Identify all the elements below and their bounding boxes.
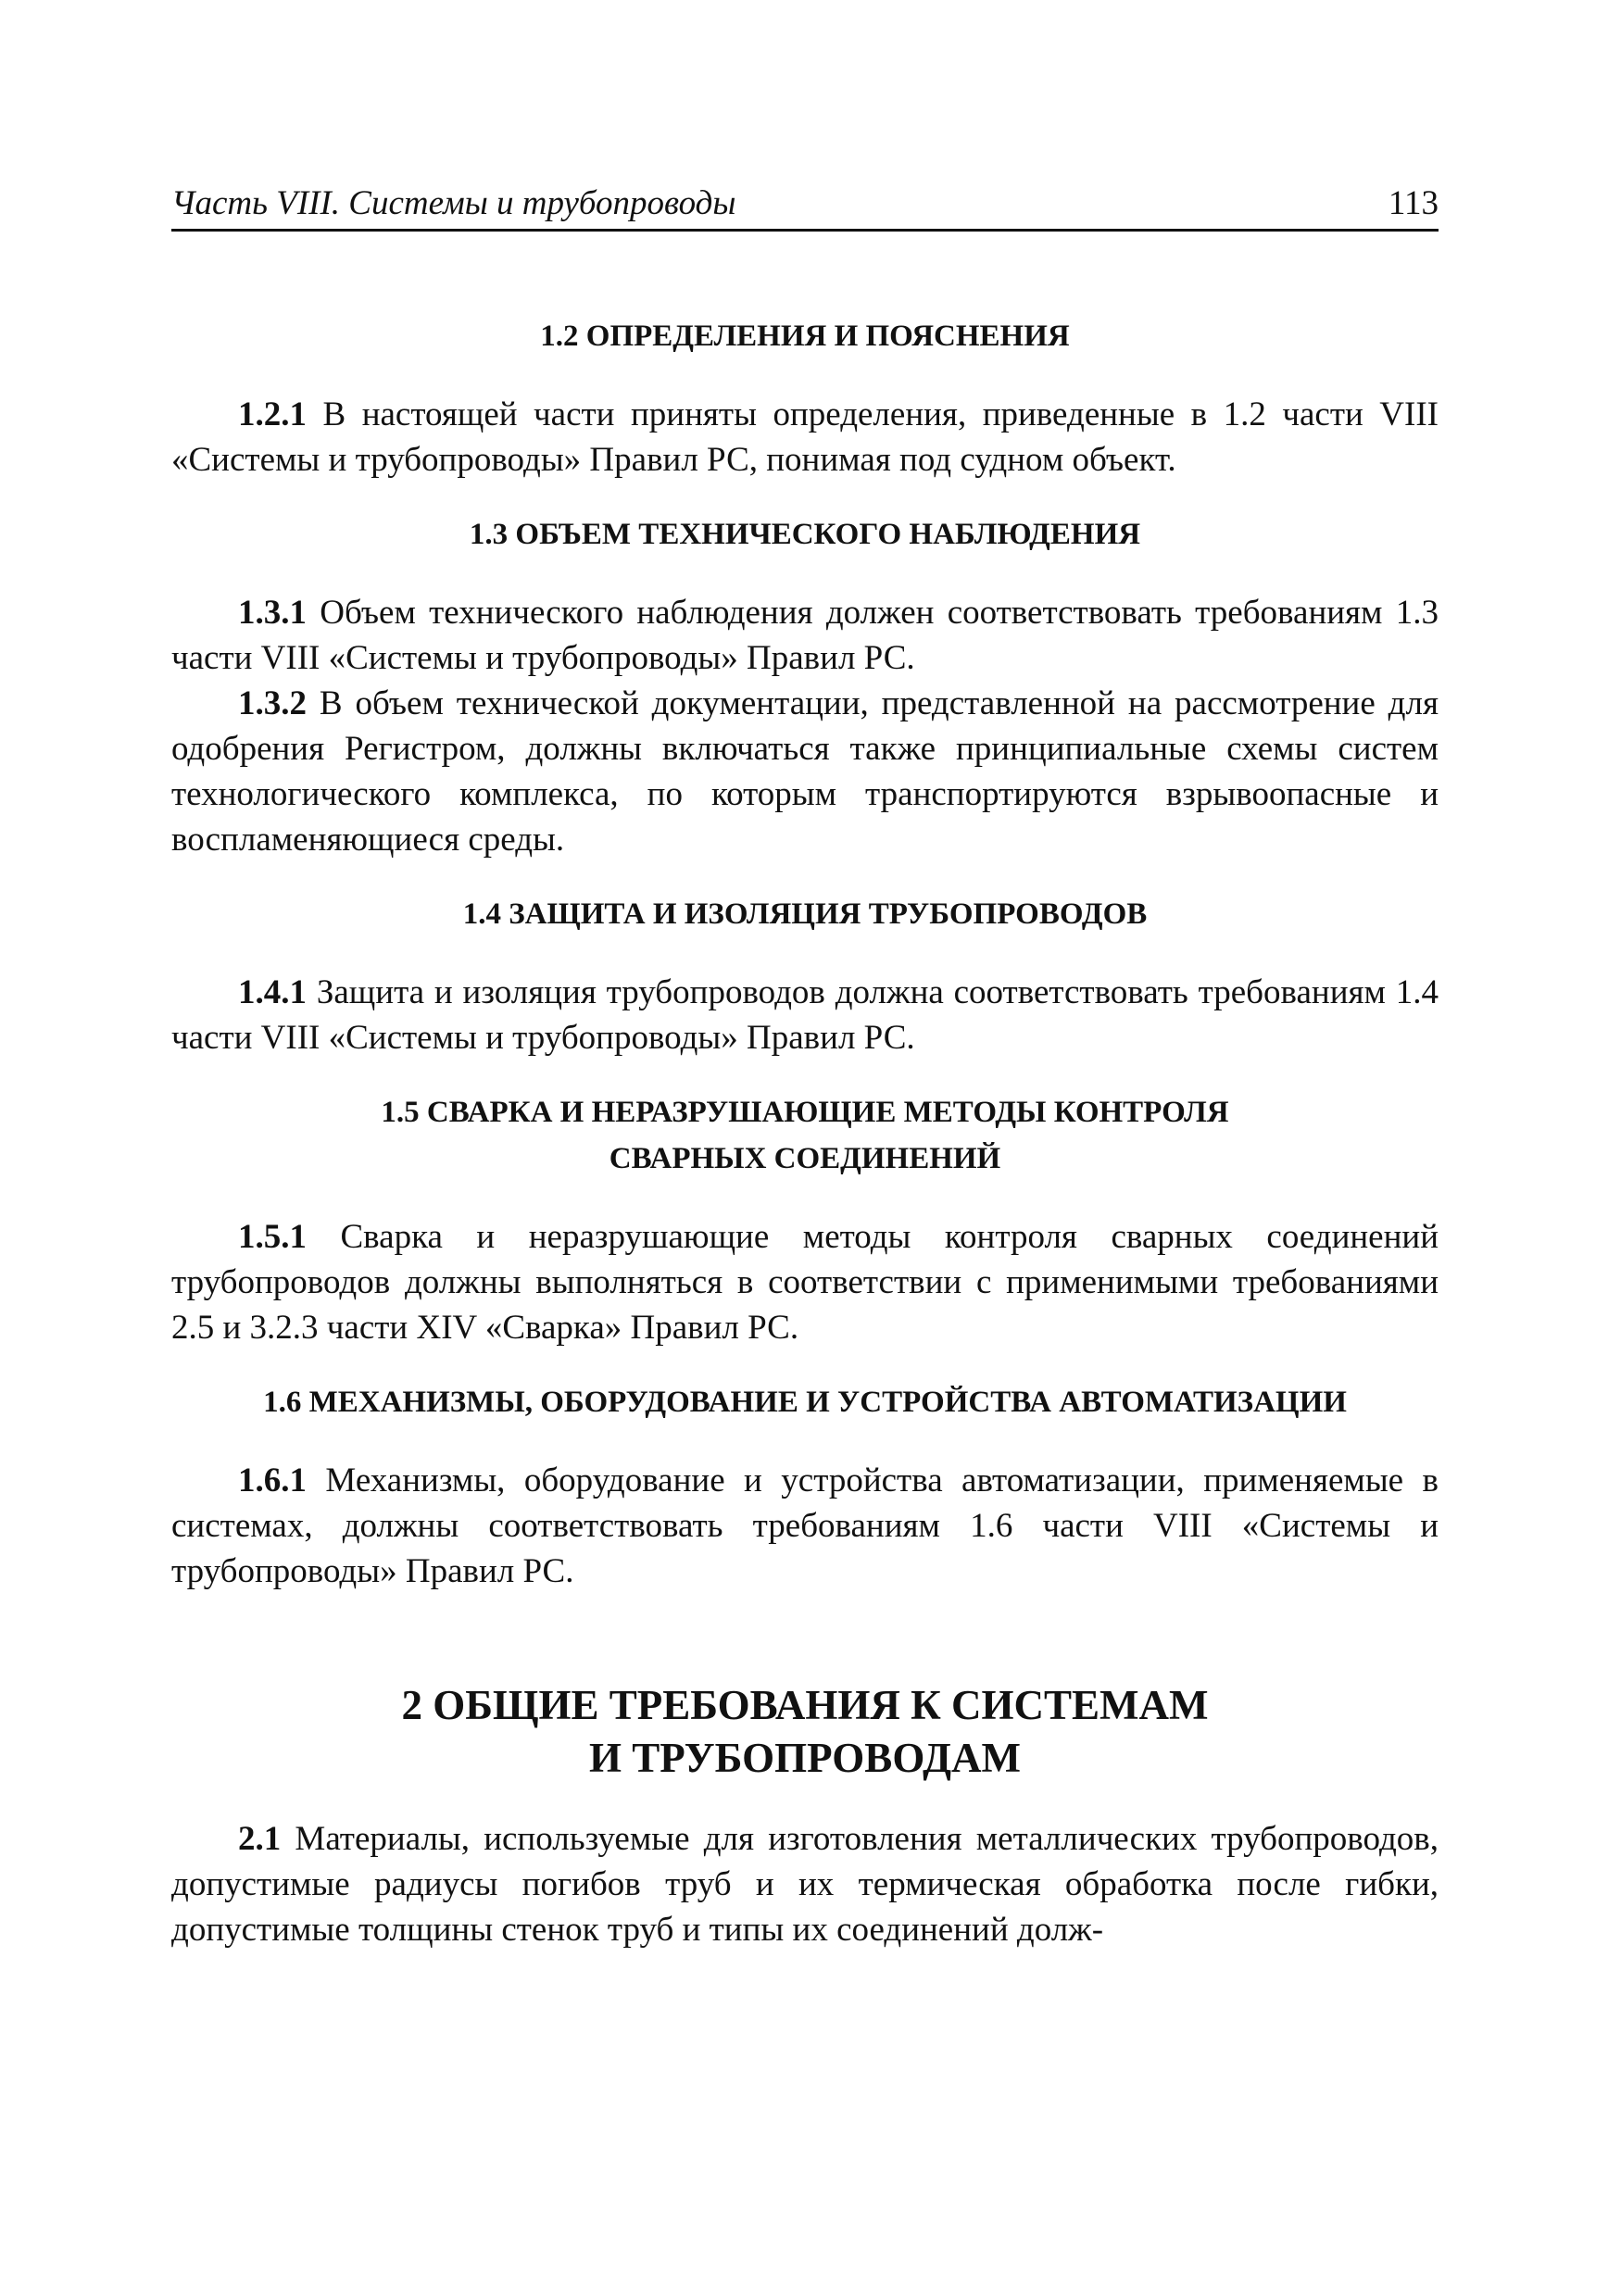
paragraph-text: Защита и изоляция трубопроводов должна соответствовать требованиям 1.4 части VIII «Системы и трубопроводы» Правил РС.	[171, 973, 1439, 1057]
chapter-heading-line: И ТРУБОПРОВОДАМ	[588, 1735, 1022, 1781]
paragraph-text: Механизмы, оборудование и устройства автоматизации, применяемые в системах, должны соответствовать требованиям 1.6 части VIII «Системы и трубопроводы» Правил РС.	[171, 1462, 1439, 1590]
paragraph-1-4-1	[171, 970, 1439, 1060]
section-heading-line: СВАРНЫХ СОЕДИНЕНИЙ	[609, 1142, 1001, 1175]
paragraph-1-2-1	[171, 392, 1439, 483]
paragraph-1-6-1	[171, 1458, 1439, 1594]
running-header-title: Часть VIII. Системы и трубопроводы	[171, 184, 736, 222]
section-heading-1-5	[171, 1089, 1439, 1182]
paragraph-number: 1.5.1	[238, 1218, 307, 1256]
paragraph-text: Материалы, используемые для изготовления металлических трубопроводов, допустимые радиусы погибов труб и их термическая обработка после гибки, допустимые толщины стенок труб и типы их соединений долж-	[171, 1820, 1439, 1949]
section-heading-1-3: 1.3 ОБЪЕМ ТЕХНИЧЕСКОГО НАБЛЮДЕНИЯ	[469, 518, 1141, 551]
paragraph-text: В объем технической документации, представленной на рассмотрение для одобрения Регистром, должны включаться также принципиальные схемы систем технологического комплекса, по которым транспортируются взрывоопасные и воспламеняющиеся среды.	[171, 684, 1439, 859]
paragraph-number: 1.2.1	[238, 395, 307, 433]
paragraph-1-5-1	[171, 1214, 1439, 1350]
paragraph-1-3-1	[171, 590, 1439, 681]
section-heading-1-2: 1.2 ОПРЕДЕЛЕНИЯ И ПОЯСНЕНИЯ	[540, 320, 1070, 353]
section-heading-line: 1.5 СВАРКА И НЕРАЗРУШАЮЩИЕ МЕТОДЫ КОНТРОЛЯ	[381, 1096, 1229, 1129]
paragraph-text: Объем технического наблюдения должен соответствовать требованиям 1.3 части VIII «Системы и трубопроводы» Правил РС.	[171, 594, 1439, 677]
paragraph-number: 1.3.1	[238, 594, 307, 632]
chapter-heading-2	[171, 1679, 1439, 1785]
section-heading-1-4: 1.4 ЗАЩИТА И ИЗОЛЯЦИЯ ТРУБОПРОВОДОВ	[462, 897, 1148, 931]
paragraph-number: 1.4.1	[238, 973, 307, 1011]
chapter-heading-line: 2 ОБЩИЕ ТРЕБОВАНИЯ К СИСТЕМАМ	[401, 1682, 1209, 1728]
paragraph-number: 1.6.1	[238, 1462, 307, 1499]
paragraph-1-3-2	[171, 681, 1439, 862]
page-content	[171, 313, 1439, 1952]
paragraph-2-1	[171, 1816, 1439, 1952]
section-heading-1-6: 1.6 МЕХАНИЗМЫ, ОБОРУДОВАНИЕ И УСТРОЙСТВА АВТОМАТИЗАЦИИ	[263, 1386, 1347, 1419]
paragraph-text: Сварка и неразрушающие методы контроля сварных соединений трубопроводов должны выполняться в соответствии с применимыми требованиями 2.5 и 3.2.3 части XIV «Сварка» Правил РС.	[171, 1218, 1439, 1347]
running-header	[171, 174, 1439, 232]
paragraph-text: В настоящей части приняты определения, приведенные в 1.2 части VIII «Системы и трубопроводы» Правил РС, понимая под судном объект.	[171, 395, 1439, 479]
paragraph-number: 2.1	[238, 1820, 282, 1858]
paragraph-number: 1.3.2	[238, 684, 307, 722]
page-number: 113	[1388, 184, 1439, 222]
